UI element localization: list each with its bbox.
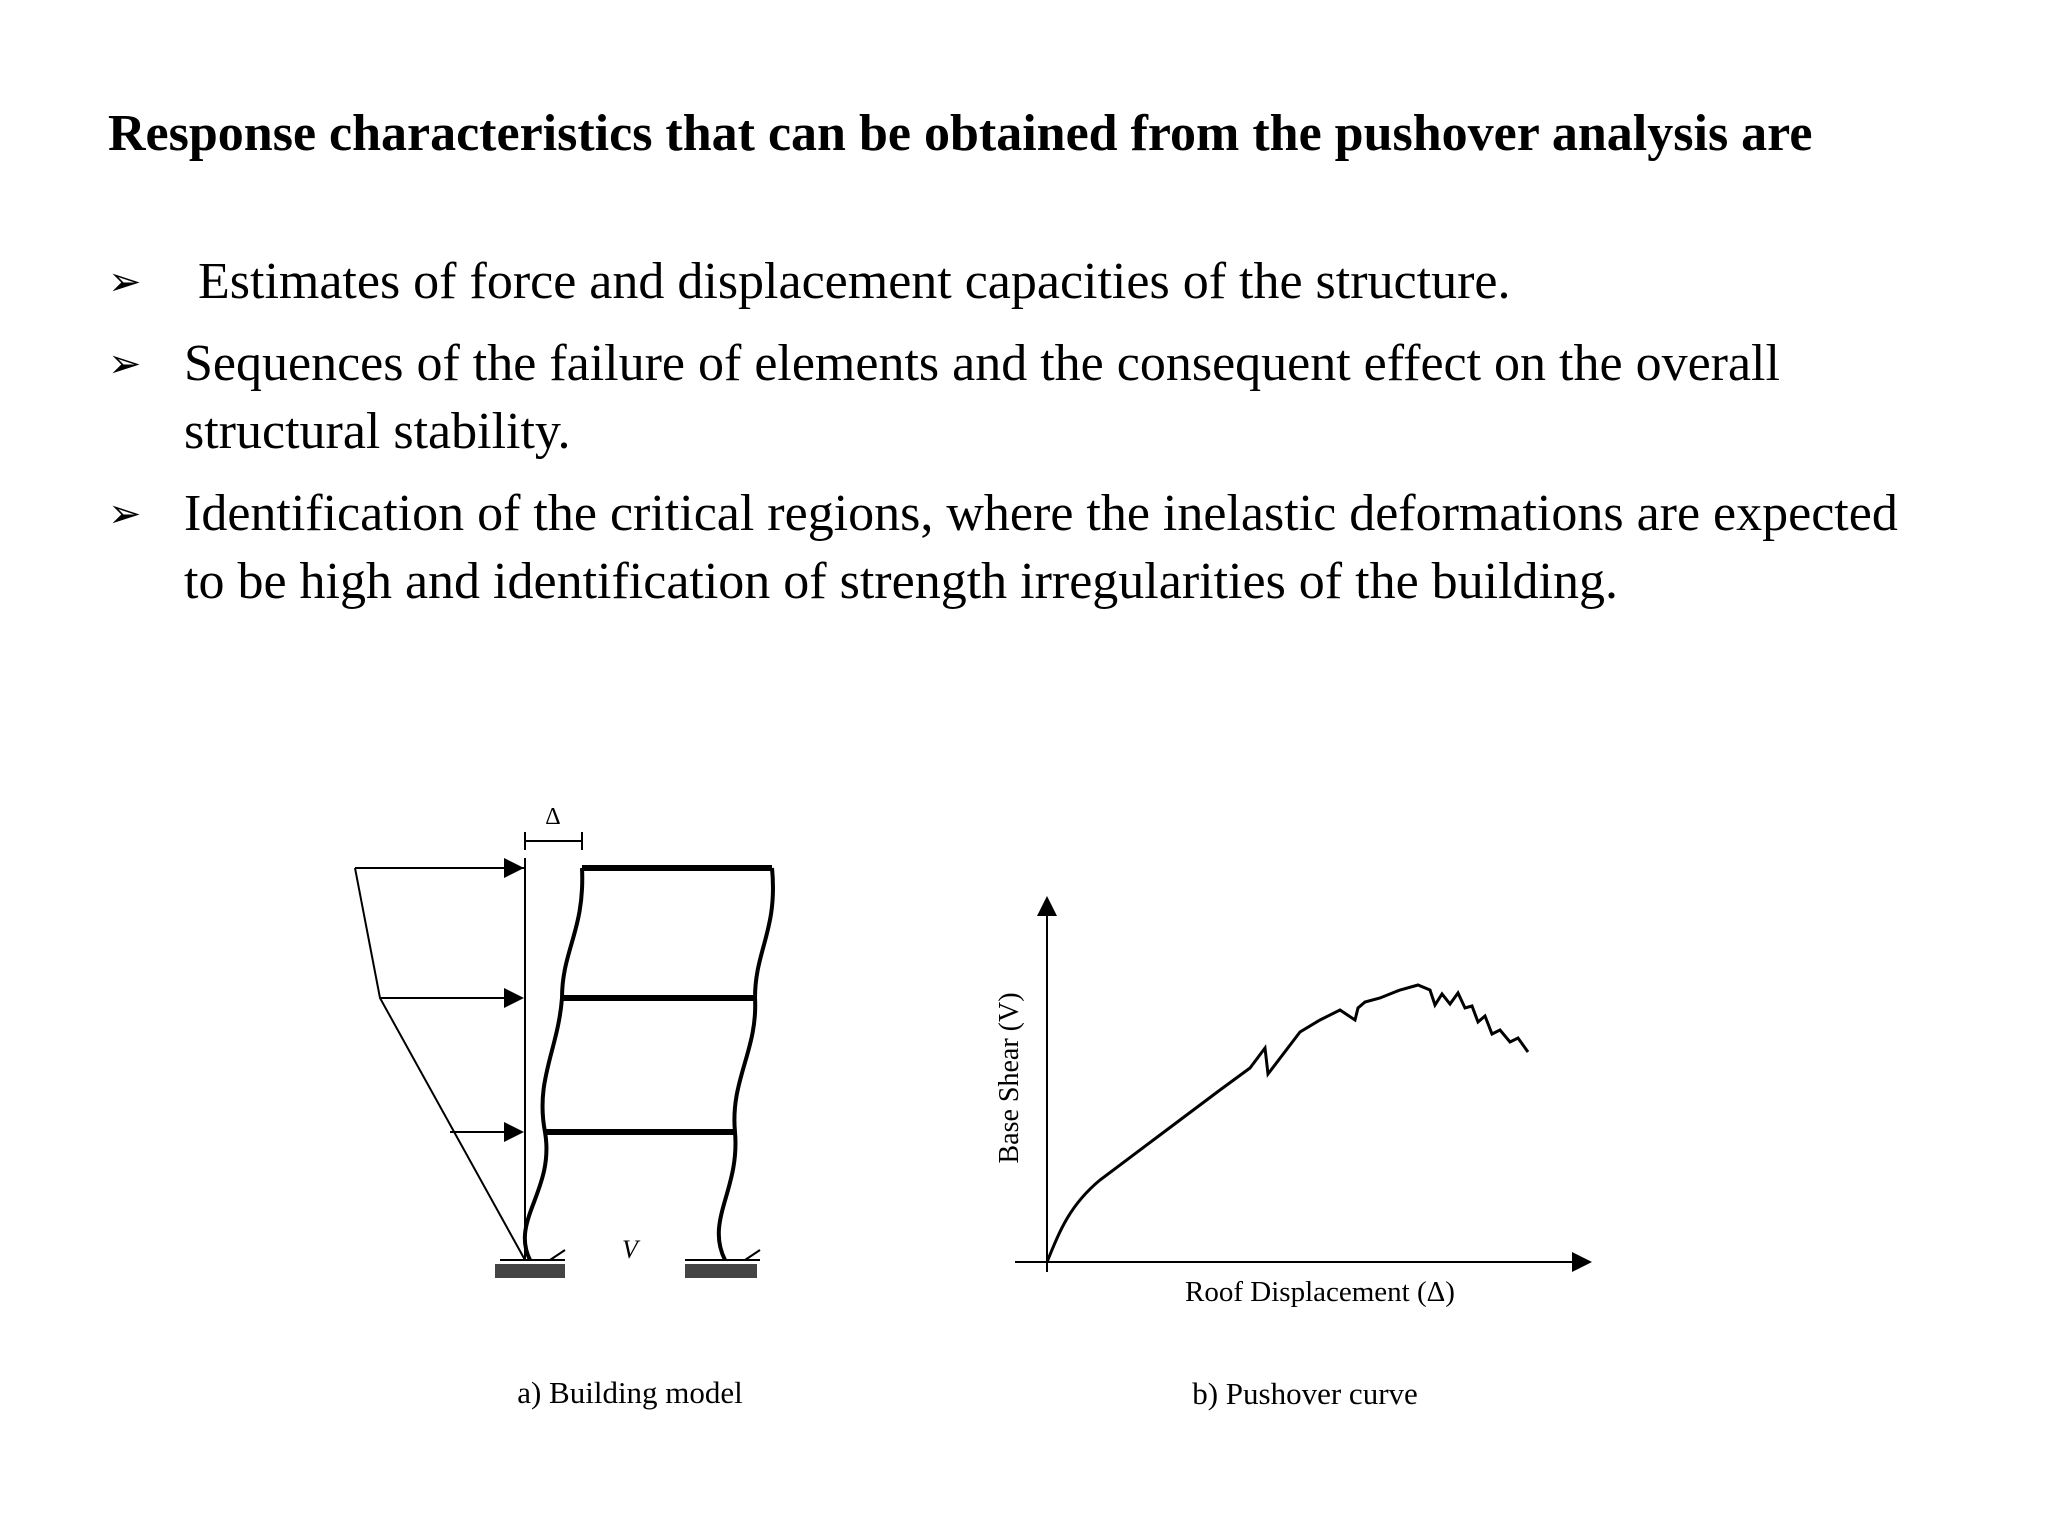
bullet-text: Estimates of force and displacement capacities of the structure. [198, 253, 1511, 310]
y-axis-label: Base Shear (V) [994, 992, 1025, 1164]
right-column [719, 868, 773, 1260]
delta-label: Δ [545, 804, 561, 830]
bullet-text: Identification of the critical regions, where the inelastic deformations are expected to be high and identification of strength irregularities of the building. [184, 485, 1898, 610]
pushover-curve-caption: b) Pushover curve [1192, 1376, 1418, 1411]
bullet-text: Sequences of the failure of elements and the consequent effect on the overall structural stability. [184, 335, 1780, 460]
pushover-figure [300, 780, 1650, 1470]
bullet-item [108, 248, 1908, 316]
arrow-bullet-icon: ➢ [108, 491, 142, 537]
building-model-caption: a) Building model [517, 1375, 743, 1410]
pushover-curve-line [1047, 985, 1528, 1262]
slide-heading: Response characteristics that can be obtained from the pushover analysis are [108, 105, 1813, 162]
arrow-bullet-icon: ➢ [108, 341, 142, 387]
bullet-item [108, 480, 1908, 616]
base-shear-label: V [622, 1235, 638, 1264]
x-axis-label: Roof Displacement (Δ) [1185, 1276, 1455, 1308]
left-column [525, 868, 582, 1260]
displacement-indicator [525, 832, 582, 850]
load-distribution-outline [355, 868, 525, 1260]
arrow-bullet-icon: ➢ [108, 259, 142, 305]
bullet-list [108, 248, 1908, 630]
building-model-diagram [355, 804, 773, 1410]
bullet-item [108, 330, 1908, 466]
left-support [495, 1250, 565, 1278]
pushover-curve-diagram [994, 898, 1590, 1411]
